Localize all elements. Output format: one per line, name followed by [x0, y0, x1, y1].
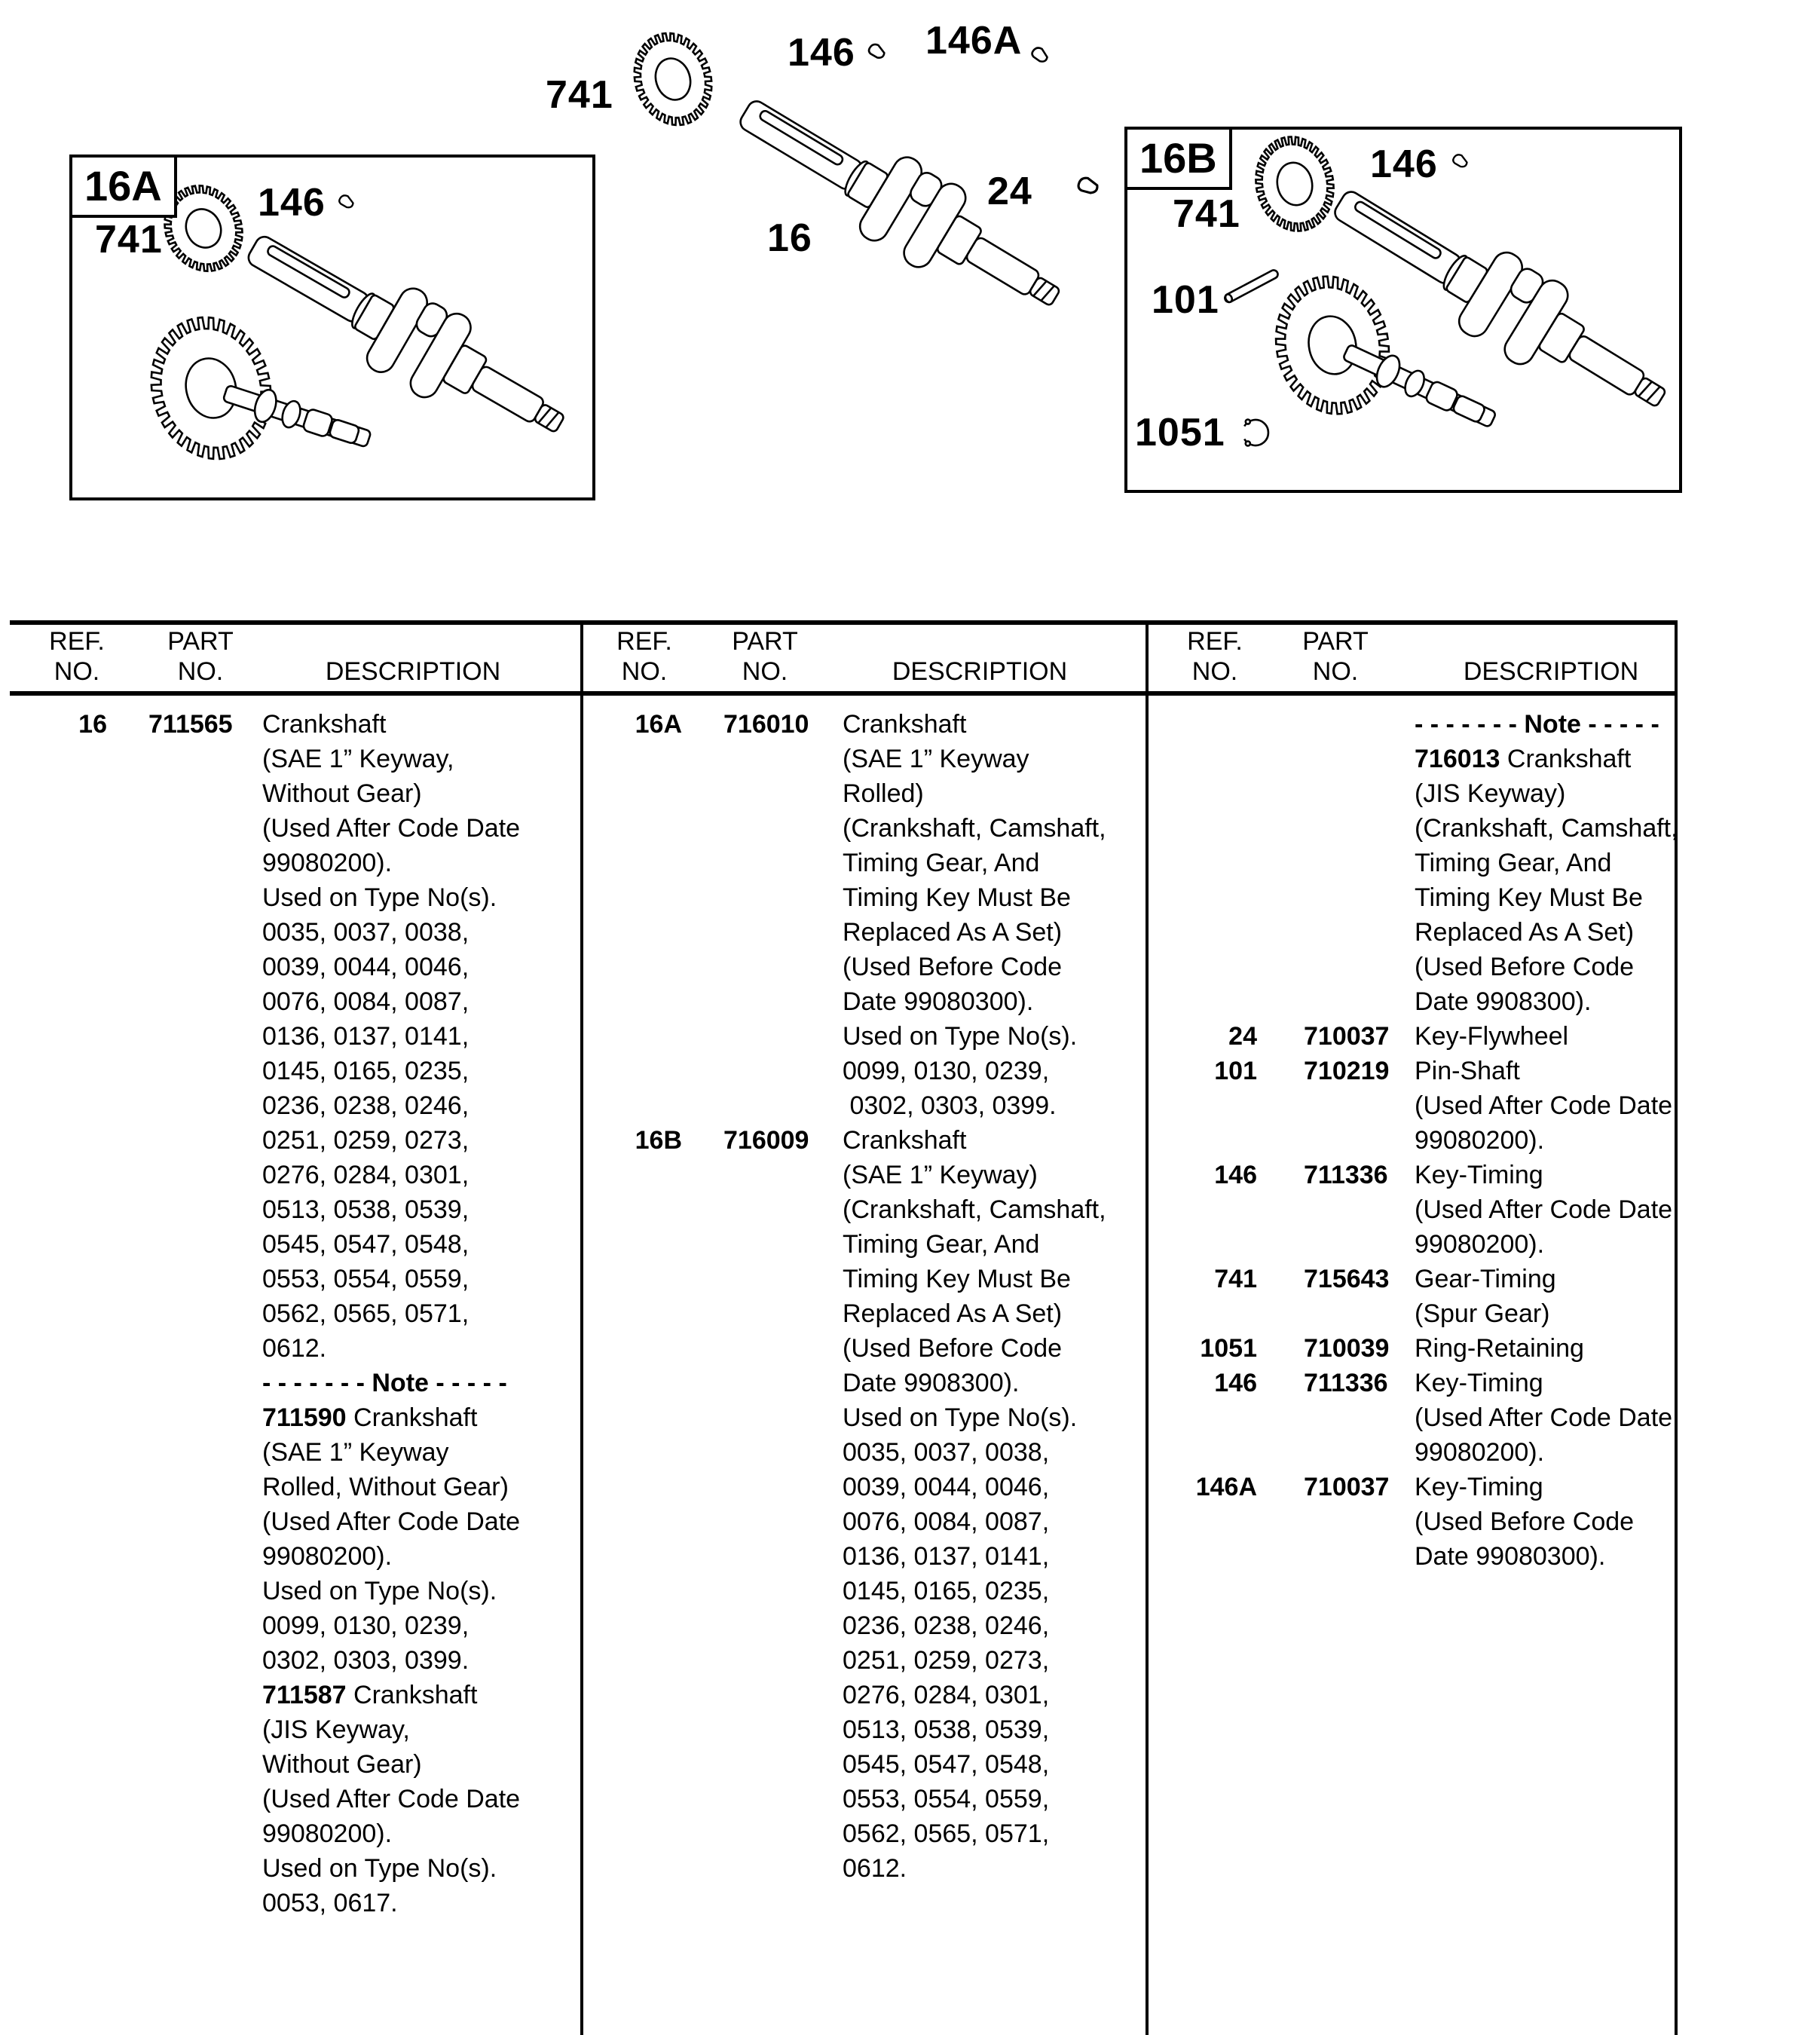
- description-line: 0035, 0037, 0038,: [262, 918, 470, 947]
- callout-1051: 1051: [1135, 411, 1225, 454]
- ref-no: [1146, 707, 1257, 1019]
- description-line: 0612.: [843, 1854, 907, 1883]
- exploded-diagram: [0, 0, 1820, 620]
- description-line: 0039, 0044, 0046,: [262, 953, 470, 981]
- description-line: 0513, 0538, 0539,: [843, 1715, 1050, 1744]
- description: [1415, 1366, 1675, 1470]
- ref-no: 1051: [1200, 1334, 1257, 1363]
- callout-24: 24: [987, 170, 1032, 213]
- description-line: 0145, 0165, 0235,: [262, 1057, 470, 1085]
- description-line: Crankshaft: [843, 1126, 967, 1155]
- callout-146: 146: [788, 31, 855, 75]
- callout-16: 16: [767, 216, 812, 260]
- part-row: [580, 1123, 1144, 1886]
- part-row: [1146, 1366, 1675, 1470]
- description: [1415, 1054, 1675, 1158]
- description-line: 0099, 0130, 0239,: [262, 1611, 470, 1640]
- description-line: Date 9908300).: [843, 1369, 1020, 1397]
- part-row: [1146, 1331, 1675, 1366]
- description-line: 99080200).: [1415, 1126, 1545, 1155]
- ref-no: 16B: [635, 1126, 682, 1155]
- description-line: 0251, 0259, 0273,: [843, 1646, 1050, 1675]
- description-line: (Used Before Code: [843, 1334, 1063, 1363]
- part-no: 710037: [1304, 1473, 1390, 1501]
- description-line: Rolled, Without Gear): [262, 1473, 509, 1501]
- description: [1415, 1470, 1675, 1574]
- description-line: 99080200).: [262, 1542, 393, 1571]
- header-part-col1: PART NO.: [167, 627, 234, 686]
- description-line: (Used After Code Date: [262, 814, 521, 843]
- description-line: 0562, 0565, 0571,: [262, 1299, 470, 1328]
- description-line: Used on Type No(s).: [262, 883, 497, 912]
- description: [1415, 1331, 1675, 1366]
- description-line: (SAE 1” Keyway): [843, 1161, 1038, 1189]
- part-no: 711565: [148, 710, 233, 739]
- description: [1415, 1019, 1675, 1054]
- description-line: 0276, 0284, 0301,: [262, 1161, 470, 1189]
- table-header-rule: [10, 691, 1678, 696]
- part-no: 710219: [1304, 1057, 1390, 1085]
- description-line: Key-Flywheel: [1415, 1022, 1569, 1051]
- part-no: 710037: [1304, 1022, 1390, 1051]
- description-line: 0076, 0084, 0087,: [843, 1507, 1050, 1536]
- description-line: 0039, 0044, 0046,: [843, 1473, 1050, 1501]
- parts-column-2: [580, 707, 1144, 1886]
- key-146-icon: [867, 42, 887, 60]
- description-line: Date 99080300).: [1415, 1542, 1606, 1571]
- header-desc-col1: DESCRIPTION: [325, 657, 501, 686]
- description-line: 711590 Crankshaft: [262, 1403, 478, 1432]
- description-line: 99080200).: [1415, 1438, 1545, 1467]
- part-row: [1146, 1262, 1675, 1331]
- description-line: 711587 Crankshaft: [262, 1681, 478, 1709]
- description-line: 0035, 0037, 0038,: [843, 1438, 1050, 1467]
- description-line: Without Gear): [262, 779, 422, 808]
- figure-box-16a: [69, 155, 595, 500]
- description-line: Date 9908300).: [1415, 987, 1592, 1016]
- description: [1415, 707, 1678, 1019]
- description-line: 0276, 0284, 0301,: [843, 1681, 1050, 1709]
- description-line: Replaced As A Set): [1415, 918, 1635, 947]
- timing-gear-drawing-main: [635, 33, 711, 125]
- part-no: 715643: [1304, 1265, 1390, 1293]
- key-24-icon: [1078, 176, 1100, 194]
- description-line: 0302, 0303, 0399.: [843, 1091, 1057, 1120]
- description-line: (Crankshaft, Camshaft,: [843, 814, 1106, 843]
- parts-column-1: [10, 707, 579, 1920]
- description-line: Rolled): [843, 779, 924, 808]
- description-line: 0076, 0084, 0087,: [262, 987, 470, 1016]
- part-no: 716010: [723, 710, 809, 739]
- description-line: (SAE 1” Keyway,: [262, 745, 454, 773]
- description-line: (SAE 1” Keyway: [262, 1438, 449, 1467]
- description-line: Crankshaft: [262, 710, 387, 739]
- description-line: (Crankshaft, Camshaft,: [1415, 814, 1678, 843]
- description-line: (Used After Code Date: [1415, 1403, 1673, 1432]
- callout-16a-741: 741: [95, 218, 163, 262]
- description-line: 99080200).: [1415, 1230, 1545, 1259]
- description-line: Gear-Timing: [1415, 1265, 1556, 1293]
- part-row: [1146, 1158, 1675, 1262]
- description-line: (Used After Code Date: [262, 1785, 521, 1813]
- description-line: Timing Gear, And: [843, 1230, 1040, 1259]
- description-line: 0513, 0538, 0539,: [262, 1195, 470, 1224]
- description-line: (Used After Code Date: [1415, 1195, 1673, 1224]
- description-line: (Spur Gear): [1415, 1299, 1550, 1328]
- description-line: Used on Type No(s).: [262, 1854, 497, 1883]
- description-line: (Used Before Code: [1415, 953, 1635, 981]
- description-line: (Used Before Code: [1415, 1507, 1635, 1536]
- description-line: (SAE 1” Keyway: [843, 745, 1029, 773]
- description: [843, 1123, 1144, 1886]
- description-line: (Used Before Code: [843, 953, 1063, 981]
- description-line: - - - - - - - Note - - - - -: [262, 1369, 507, 1397]
- description-line: Used on Type No(s).: [843, 1403, 1078, 1432]
- description-line: 0099, 0130, 0239,: [843, 1057, 1050, 1085]
- header-ref-col1: REF. NO.: [49, 627, 105, 686]
- description-line: Timing Gear, And: [843, 849, 1040, 877]
- ref-no: 24: [1228, 1022, 1257, 1051]
- ref-no: 16A: [635, 710, 682, 739]
- header-part-col2: PART NO.: [732, 627, 798, 686]
- ref-no: 16: [78, 710, 107, 739]
- header-ref-col2: REF. NO.: [616, 627, 672, 686]
- callout-16b-146: 146: [1370, 142, 1438, 186]
- description-line: 0136, 0137, 0141,: [262, 1022, 470, 1051]
- description-line: (JIS Keyway,: [262, 1715, 410, 1744]
- description: [262, 707, 579, 1920]
- description-line: (Used After Code Date: [1415, 1091, 1673, 1120]
- description-line: Ring-Retaining: [1415, 1334, 1584, 1363]
- description-line: 0553, 0554, 0559,: [843, 1785, 1050, 1813]
- description-line: Used on Type No(s).: [262, 1577, 497, 1605]
- ref-no: 741: [1214, 1265, 1257, 1293]
- description-line: 0302, 0303, 0399.: [262, 1646, 470, 1675]
- description-line: 0236, 0238, 0246,: [843, 1611, 1050, 1640]
- part-no: 716009: [723, 1126, 809, 1155]
- description: [1415, 1262, 1675, 1331]
- description-line: (Crankshaft, Camshaft,: [843, 1195, 1106, 1224]
- description-line: 0545, 0547, 0548,: [843, 1750, 1050, 1779]
- description-line: Key-Timing: [1415, 1161, 1543, 1189]
- header-ref-col3: REF. NO.: [1187, 627, 1243, 686]
- description-line: 0545, 0547, 0548,: [262, 1230, 470, 1259]
- description-line: Used on Type No(s).: [843, 1022, 1078, 1051]
- figure-tag-16b: 16B: [1124, 127, 1232, 190]
- header-part-col3: PART NO.: [1302, 627, 1369, 686]
- part-row: [1146, 1470, 1675, 1574]
- description-line: 99080200).: [262, 1819, 393, 1848]
- description-line: Without Gear): [262, 1750, 422, 1779]
- part-no: 710039: [1304, 1334, 1390, 1363]
- description-line: 0053, 0617.: [262, 1889, 398, 1917]
- callout-101: 101: [1152, 278, 1219, 322]
- description-line: 0612.: [262, 1334, 327, 1363]
- description-line: 0236, 0238, 0246,: [262, 1091, 470, 1120]
- ref-no: 146A: [1195, 1473, 1257, 1501]
- description-line: 99080200).: [262, 849, 393, 877]
- part-row: [1146, 707, 1678, 1019]
- key-146a-icon: [1030, 45, 1050, 63]
- description-line: 0553, 0554, 0559,: [262, 1265, 470, 1293]
- description: [843, 707, 1144, 1123]
- description-line: Timing Key Must Be: [843, 1265, 1071, 1293]
- table-border-top: [10, 620, 1678, 625]
- description-line: Replaced As A Set): [843, 1299, 1063, 1328]
- part-row: [1146, 1019, 1675, 1054]
- callout-16a-146: 146: [258, 181, 326, 225]
- callout-741: 741: [546, 73, 613, 117]
- callout-16b-741: 741: [1173, 192, 1240, 236]
- callout-146a: 146A: [925, 19, 1023, 63]
- ref-no: 146: [1214, 1369, 1257, 1397]
- description-line: Key-Timing: [1415, 1473, 1543, 1501]
- part-no: 711336: [1304, 1369, 1388, 1397]
- description-line: 0562, 0565, 0571,: [843, 1819, 1050, 1848]
- part-no: [1257, 707, 1415, 1019]
- part-row: [580, 707, 1144, 1123]
- header-desc-col3: DESCRIPTION: [1463, 657, 1639, 686]
- part-row: [10, 707, 579, 1920]
- description-line: 0136, 0137, 0141,: [843, 1542, 1050, 1571]
- description-line: Replaced As A Set): [843, 918, 1063, 947]
- ref-no: 146: [1214, 1161, 1257, 1189]
- part-row: [1146, 1054, 1675, 1158]
- description-line: Crankshaft: [843, 710, 967, 739]
- description-line: 0145, 0165, 0235,: [843, 1577, 1050, 1605]
- description-line: Timing Gear, And: [1415, 849, 1612, 877]
- description-line: (JIS Keyway): [1415, 779, 1566, 808]
- figure-tag-16a: 16A: [69, 155, 177, 218]
- parts-column-3: [1146, 707, 1678, 1574]
- description-line: Pin-Shaft: [1415, 1057, 1520, 1085]
- part-no: 711336: [1304, 1161, 1388, 1189]
- description: [1415, 1158, 1675, 1262]
- description-line: 0251, 0259, 0273,: [262, 1126, 470, 1155]
- description-line: - - - - - - - Note - - - - -: [1415, 710, 1659, 739]
- ref-no: 101: [1214, 1057, 1257, 1085]
- description-line: 716013 Crankshaft: [1415, 745, 1632, 773]
- description-line: Date 99080300).: [843, 987, 1034, 1016]
- description-line: Key-Timing: [1415, 1369, 1543, 1397]
- description-line: Timing Key Must Be: [1415, 883, 1643, 912]
- header-desc-col2: DESCRIPTION: [892, 657, 1068, 686]
- description-line: (Used After Code Date: [262, 1507, 521, 1536]
- description-line: Timing Key Must Be: [843, 883, 1071, 912]
